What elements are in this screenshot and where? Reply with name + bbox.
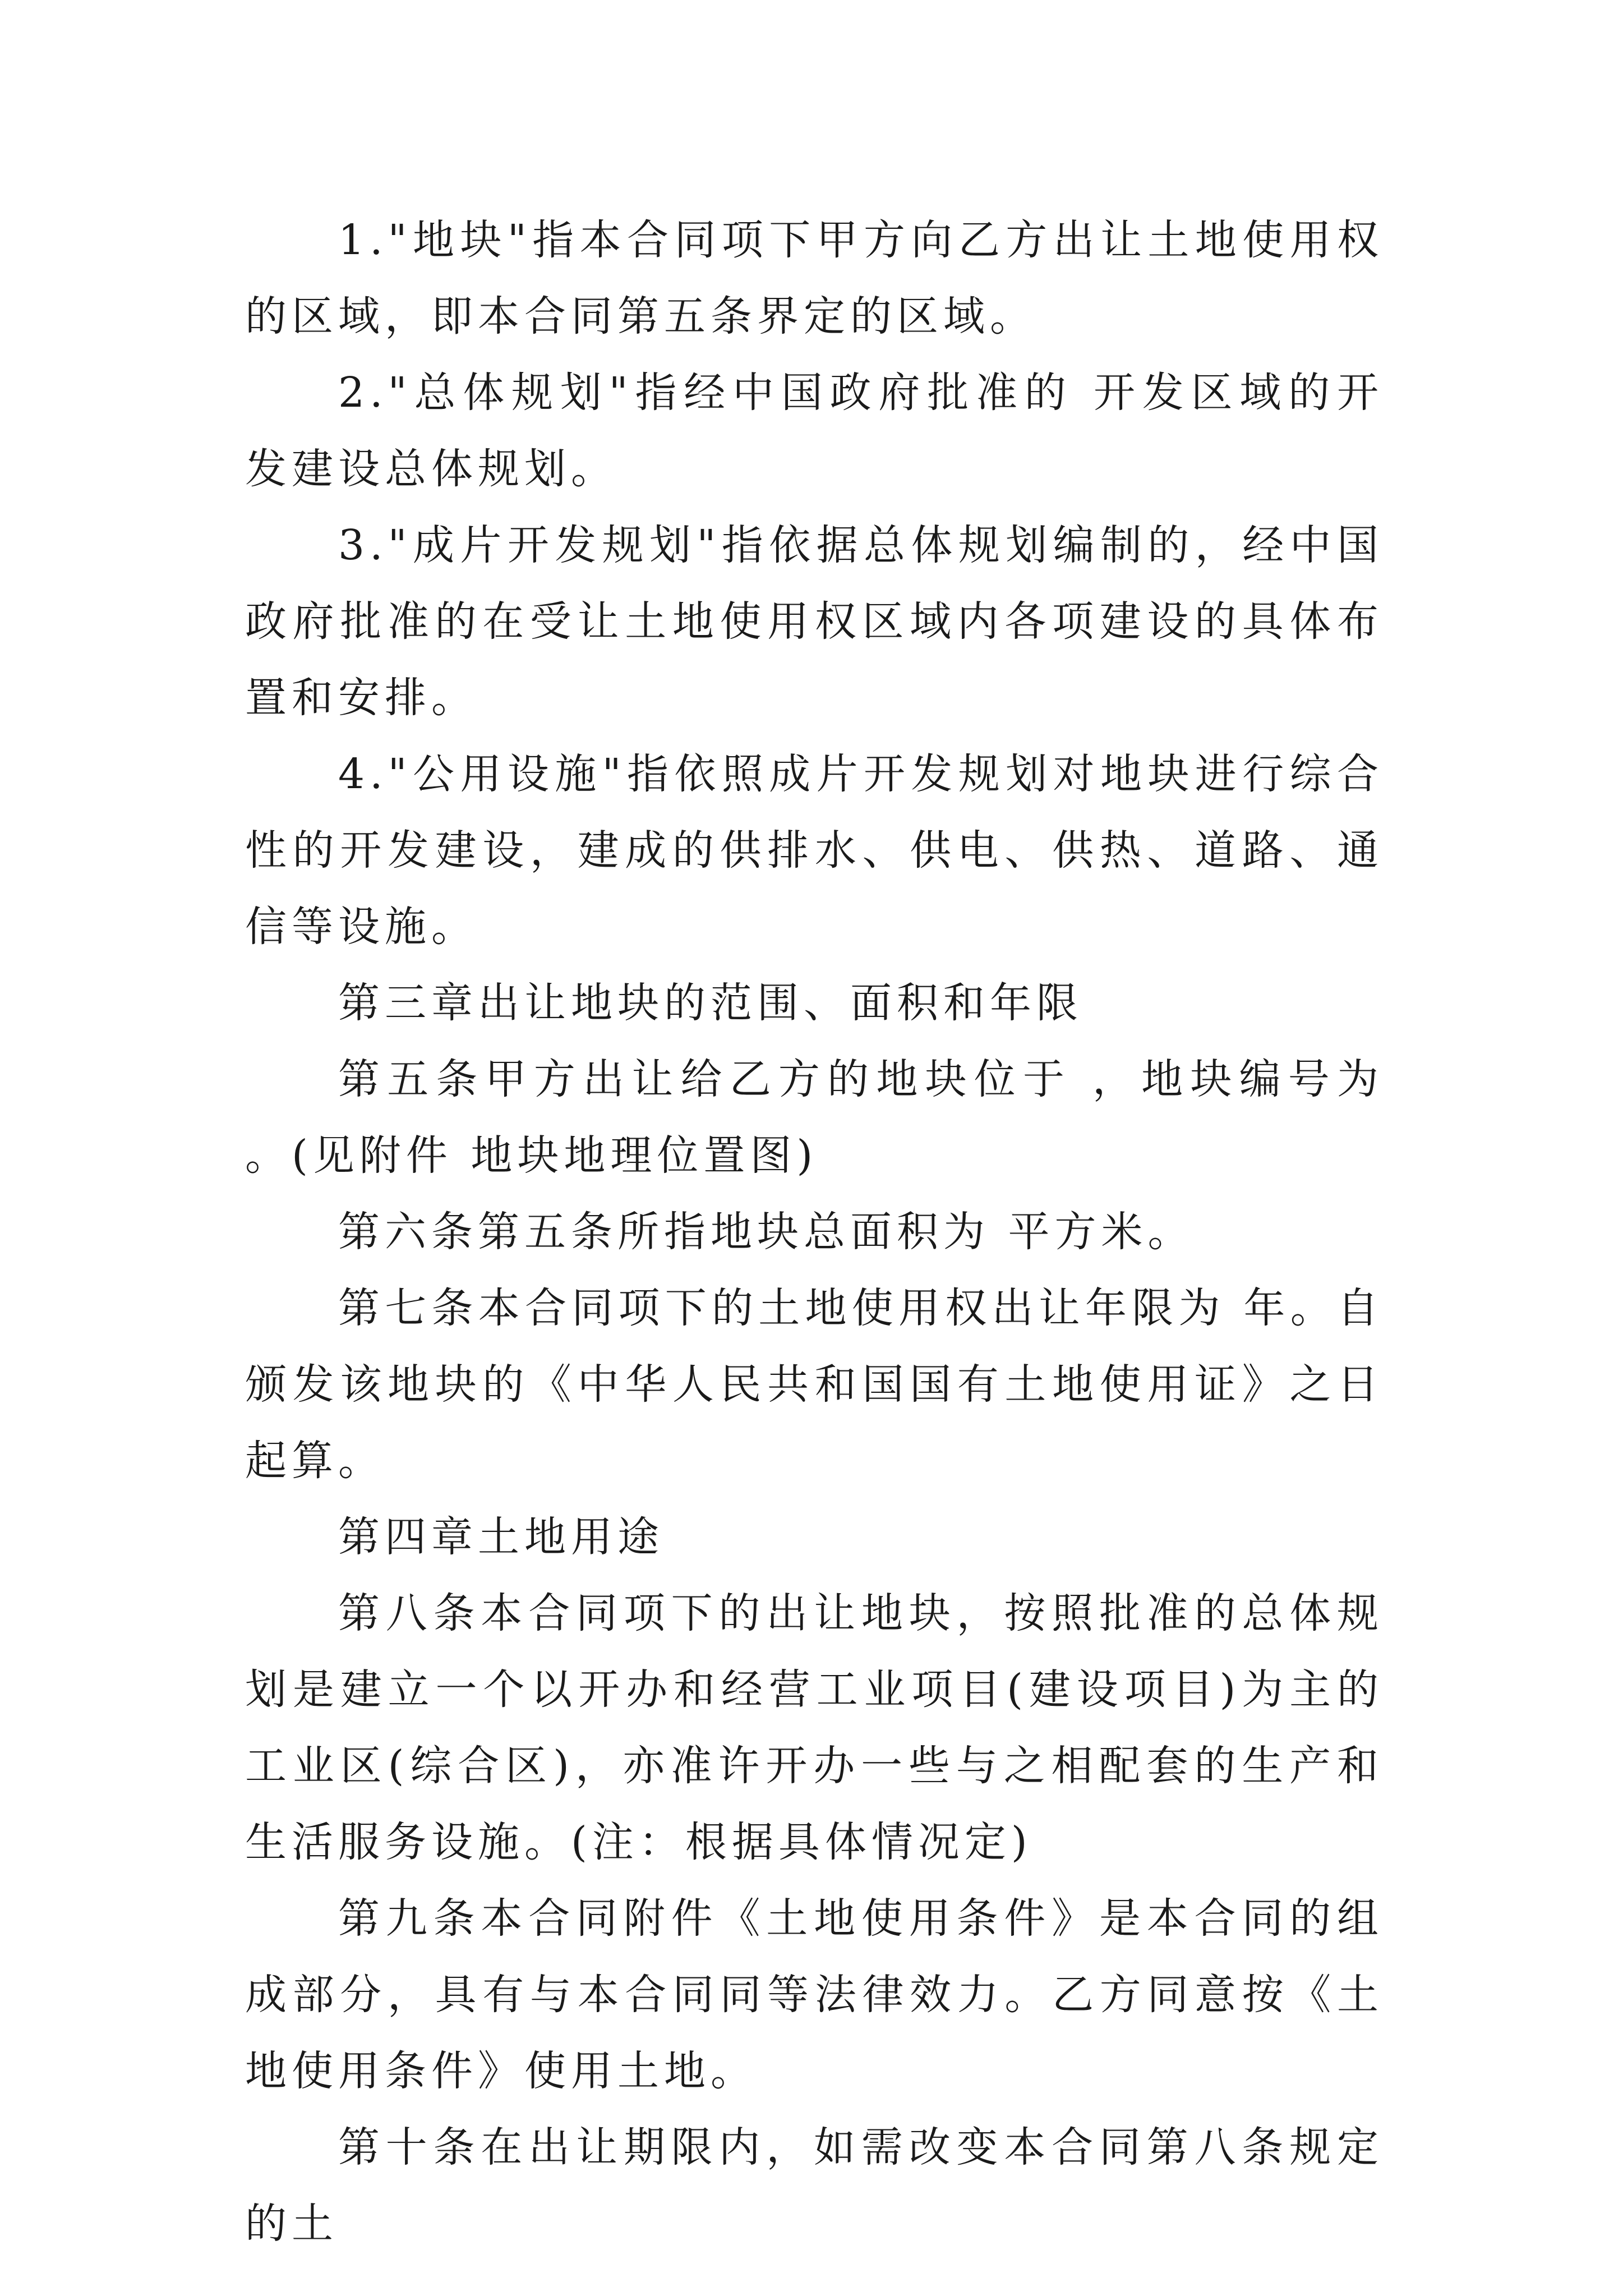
definition-master-plan: 2."总体规划"指经中国政府批准的 开发区域的开发建设总体规划。 [245,369,1384,493]
article-5: 第五条甲方出让给乙方的地块位于 ，地块编号为 。(见附件 地块地理位置图) [245,1055,1384,1180]
article-7: 第七条本合同项下的土地使用权出让年限为 年。自颁发该地块的《中华人民共和国国有土地使用证》之日起算。 [245,1284,1384,1485]
chapter-4-heading: 第四章土地用途 [338,1513,664,1561]
article-6: 第六条第五条所指地块总面积为 平方米。 [338,1208,1195,1256]
article-9: 第九条本合同附件《土地使用条件》是本合同的组成部分，具有与本合同同等法律效力。乙方同意按《土地使用条件》使用土地。 [245,1894,1384,2095]
document-body [245,202,1384,2262]
article-10: 第十条在出让期限内，如需改变本合同第八条规定的土 [245,2123,1384,2248]
definition-plot: 1."地块"指本合同项下甲方向乙方出让土地使用权的区域，即本合同第五条界定的区域。 [245,216,1384,341]
definition-development-plan: 3."成片开发规划"指依据总体规划编制的，经中国政府批准的在受让土地使用权区域内各项建设的具体布置和安排。 [245,521,1384,722]
definition-public-facilities: 4."公用设施"指依照成片开发规划对地块进行综合性的开发建设，建成的供排水、供电、供热、道路、通信等设施。 [245,750,1384,951]
chapter-3-heading: 第三章出让地块的范围、面积和年限 [338,979,1083,1027]
article-8: 第八条本合同项下的出让地块，按照批准的总体规划是建立一个以开办和经营工业项目(建设项目)为主的工业区(综合区)，亦准许开办一些与之相配套的生产和生活服务设施。(注：根据具体情况定) [245,1589,1384,1866]
